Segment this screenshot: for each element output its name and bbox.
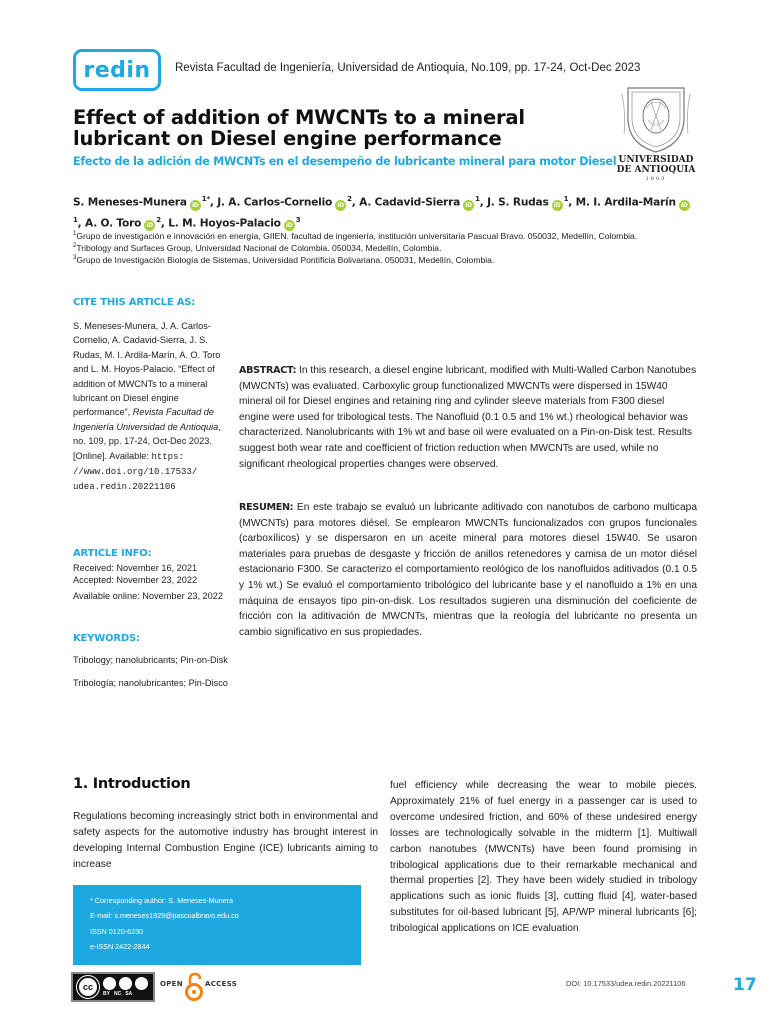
intro-column-2: fuel efficiency while decreasing the wear to mobile pieces. Approximately 21% of fuel energy in a passenger car is used to overcome undesired friction, and 60% of these undesired energy losses are technologically solvable in the midterm [1]. Multiwall carbon nanotubes (MWCNTs) have been found promising in tribological applications due to their remarkable mechanical and thermal properties [2]. They have been widely studied in tribology applications such as ionic fluids [3], cutting fluid [4], water-based substitutes for oil-based lubricant [5], AP/WP mineral lubricants [6]; tribological applications on ICE evaluation: [390, 780, 697, 935]
keywords-heading: KEYWORDS:: [73, 633, 140, 644]
university-year: 1803: [645, 176, 667, 182]
orcid-icon[interactable]: iD: [552, 200, 563, 211]
keywords-es: Tribología; nanolubricantes; Pin-Disco: [73, 677, 228, 688]
abstract: ABSTRACT: In this research, a diesel engine lubricant, modified with Multi-Walled Carbon Nanotubes (MWCNTs) was evaluated. Carboxylic group functionalized MWCNTs were dispersed in 15W40 mineral oil for Diesel engines and retaining ring and cylinder sleeve materials from F300 diesel engine were used for tribological tests. The Nanofluid (0.1 0.5 and 1% wt.) rheological behavior was characterized. Nanolubricants with 1% wt and base oil were evaluated on a Pin-on-Disk test. Results suggest both wear rate and coefficient of friction reduction when MWCNTs are used, while no significant rheological properties changes were observed.: [239, 365, 697, 470]
issn: ISSN 0120-6230: [90, 926, 144, 936]
cite-heading: CITE THIS ARTICLE AS:: [73, 297, 196, 308]
author-list: S. Meneses-Munera $iD^{1*}$, J. A. Carlos-Cornelio $iD^2$, A. Cadavid-Sierra $iD^1$, J. S. Rudas $iD^1$, M. I. Ardila-Marín $iD^1$, A. O. Toro $iD^2$, L. M. Hoyos-Palacio $iD^3$: [73, 191, 698, 232]
cc-icon: cc: [77, 976, 99, 998]
author: L. M. Hoyos-Palacio: [168, 217, 281, 230]
corresponding-email[interactable]: E-mail: s.meneses1929@pascualbravo.edu.co: [90, 911, 239, 921]
intro-column-1: Regulations becoming increasingly strict both in environmental and safety aspects for the automotive industry has brought interest in developing Internal Combustion Engine (ICE) lubricants aiming to increase: [73, 811, 378, 870]
creative-commons-badge[interactable]: cc BY NC SA: [71, 972, 155, 1002]
affiliation: $^2$Tribology and Surfaces Group, Universidad Nacional de Colombia. 050034, Medellín, Colombia.: [73, 242, 442, 253]
orcid-icon[interactable]: iD: [463, 200, 474, 211]
orcid-icon[interactable]: iD: [679, 200, 690, 211]
resumen-label: RESUMEN:: [239, 502, 294, 513]
eissn: e-ISSN 2422-2844: [90, 942, 150, 952]
orcid-icon[interactable]: iD: [190, 200, 201, 211]
university-name: UNIVERSIDAD DE ANTIOQUIA: [616, 155, 696, 175]
resumen: RESUMEN: En este trabajo se evaluó un lubricante aditivado con nanotubos de carbono multicapa (MWCNTs) para motores diésel. Se emplearon MWCNTs funcionalizados con grupos funcionales (carboxílicos) y se dispersaron en un aceite mineral para motores diesel 15W40. Se usaron materiales para pruebas de desgaste y fricción de anillos retenedores y camisa de un motor diésel estacionario F300. Se caracterizo el comportamiento reológico de los nanofluidos aditivados (0.1 0.5 y 1% wt.) Se evaluó el comportamiento tribológico del lubricante base y el nanofluido a 1% en una máquina de ensayos tipo pin-on-disk. Los resultados sugieren una disminución del coeficiente de fricción con la aditivación de MWCNTs, mientras que la reología del lubricante no presenta un cambio significativo en sus propiedades.: [239, 502, 697, 638]
abstract-label: ABSTRACT:: [239, 365, 297, 376]
journal-logo: [73, 49, 161, 91]
nc-icon: [119, 977, 132, 990]
received-date: Received: November 16, 2021: [73, 563, 198, 573]
corresponding-author: * Corresponding author: S. Meneses-Munera: [90, 896, 234, 905]
author: J. A. Carlos-Cornelio: [217, 196, 333, 209]
article-info-heading: ARTICLE INFO:: [73, 548, 152, 559]
journal-citation: Revista Facultad de Ingeniería, Universidad de Antioquia, No.109, pp. 17-24, Oct-Dec 2023: [175, 62, 641, 74]
section-heading-introduction: 1. Introduction: [73, 776, 191, 792]
author: A. O. Toro: [85, 217, 142, 230]
orcid-icon[interactable]: iD: [144, 220, 155, 231]
affiliation: $^3$Grupo de Investigación Biología de Sistemas, Universidad Pontificia Bolivariana. 050031, Medellín, Colombia.: [73, 254, 495, 265]
citation-text: S. Meneses-Munera, J. A. Carlos-Cornelio, A. Cadavid-Sierra, J. S. Rudas, M. I. Ardila-Marín, A. O. Toro and L. M. Hoyos-Palacio. “Effect of addition of MWCNTs to a mineral lubricant on Diesel engine performance”, Revista Facultad de Ingeniería Universidad de Antioquia, no. 109, pp. 17-24, Oct-Dec 2023. [Online]. Available: https: //www.doi.org/10.17533/ udea.redin.20221106: [73, 321, 221, 493]
affiliation: $^1$Grupo de investigación e innovación en energía, GIIEN. facultad de ingeniería, institución universitaria Pascual Bravo. 050032, Medellín, Colombia.: [73, 230, 638, 241]
doi-link[interactable]: https: //www.doi.org/10.17533/ udea.redin.20221106: [73, 451, 198, 493]
author: A. Cadavid-Sierra: [359, 196, 461, 209]
logo-text: redin: [83, 57, 151, 83]
orcid-icon[interactable]: iD: [335, 200, 346, 211]
author: S. Meneses-Munera: [73, 196, 187, 209]
correspondence-box: [73, 885, 361, 965]
page-number: 17: [733, 975, 757, 995]
author: M. I. Ardila-Marín: [575, 196, 676, 209]
keywords: [73, 655, 233, 689]
accepted-date: Accepted: November 23, 2022: [73, 574, 198, 585]
affiliations: [73, 229, 698, 265]
open-access-logo: OPEN ACCESS: [160, 972, 250, 1002]
by-icon: [103, 977, 116, 990]
keywords-en: Tribology; nanolubricants; Pin-on-Disk: [73, 655, 228, 665]
footer-doi[interactable]: DOI: 10.17533/udea.redin.20221106: [566, 979, 686, 988]
article-title: Effect of addition of MWCNTs to a mineral lubricant on Diesel engine performance: [73, 106, 525, 150]
orcid-icon[interactable]: iD: [284, 220, 295, 231]
sa-icon: [135, 977, 148, 990]
online-date: Available online: November 23, 2022: [73, 591, 223, 601]
article-subtitle: Efecto de la adición de MWCNTs en el desempeño de lubricante mineral para motor Diesel: [73, 155, 617, 168]
article-info: [73, 563, 233, 603]
author: J. S. Rudas: [487, 196, 549, 209]
open-lock-icon: [185, 972, 203, 1002]
